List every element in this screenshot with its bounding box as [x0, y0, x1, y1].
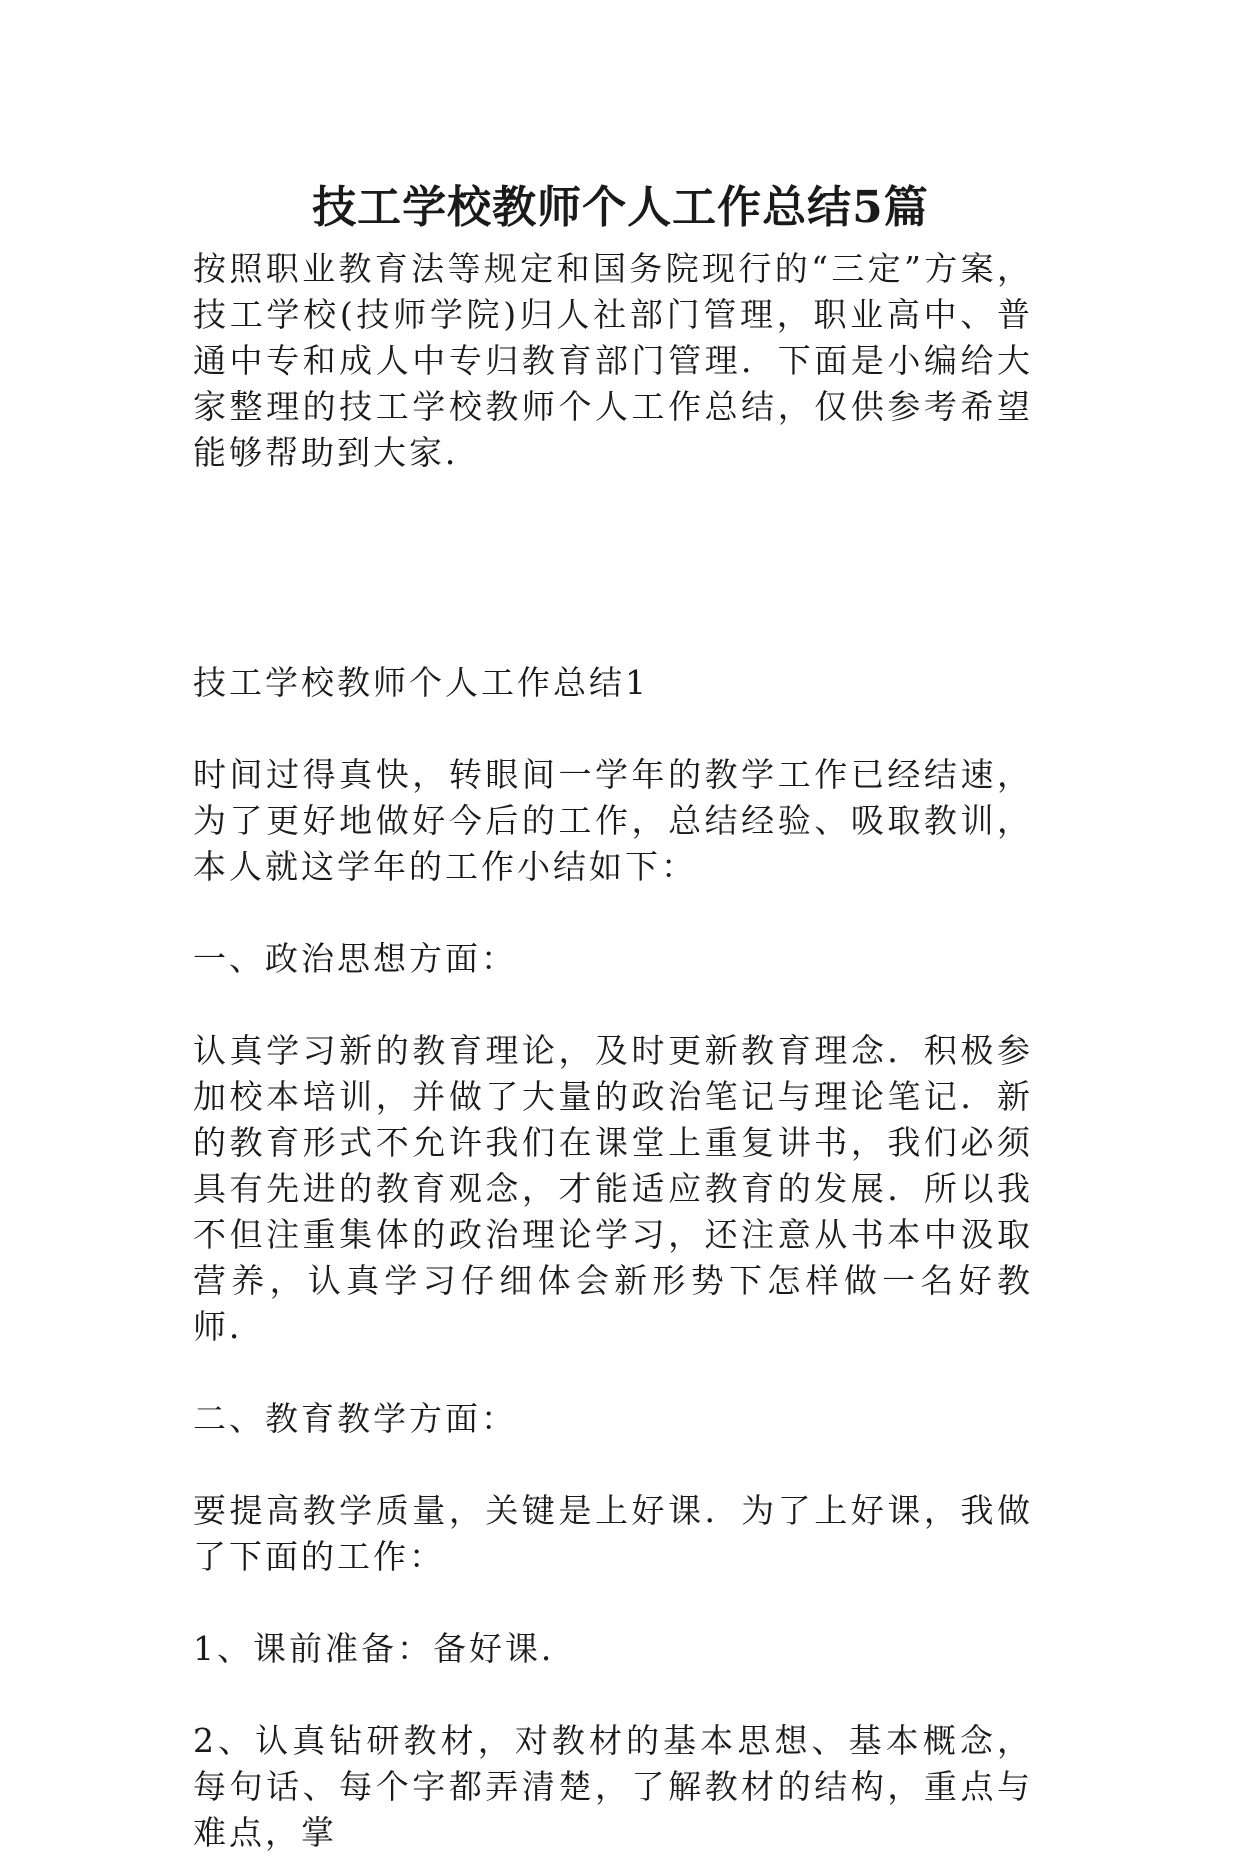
body-paragraph: 认真学习新的教育理论，及时更新教育理念．积极参加校本培训，并做了大量的政治笔记与理论笔记．新的教育形式不允许我们在课堂上重复讲书，我们必须具有先进的教育观念，才能适应教育的发展．所以我不但注重集体的政治理论学习，还注意从书本中汲取营养，认真学习仔细体会新形势下怎样做一名好教师． — [193, 1031, 1033, 1346]
section-heading: 技工学校教师个人工作总结1 — [193, 663, 649, 702]
body-paragraph: 时间过得真快，转眼间一学年的教学工作已经结速，为了更好地做好今后的工作，总结经验、吸取教训，本人就这学年的工作小结如下： — [193, 755, 1033, 886]
intro-paragraph: 按照职业教育法等规定和国务院现行的“三定”方案，技工学校(技师学院)归人社部门管理，职业高中、普通中专和成人中专归教育部门管理．下面是小编给大家整理的技工学校教师个人工作总结，仅供参考希望能够帮助到大家． — [193, 249, 1033, 472]
document-title: 技工学校教师个人工作总结5篇 — [312, 182, 929, 233]
body-paragraph: 要提高教学质量，关键是上好课．为了上好课，我做了下面的工作： — [193, 1491, 1033, 1576]
document-body — [193, 246, 1033, 1856]
subheading-teaching: 二、教育教学方面： — [193, 1399, 517, 1438]
list-item: 1、课前准备：备好课． — [193, 1629, 577, 1668]
subheading-political: 一、政治思想方面： — [193, 939, 517, 978]
list-item: 2、认真钻研教材，对教材的基本思想、基本概念，每句话、每个字都弄清楚，了解教材的结构，重点与难点，掌 — [193, 1721, 1033, 1852]
